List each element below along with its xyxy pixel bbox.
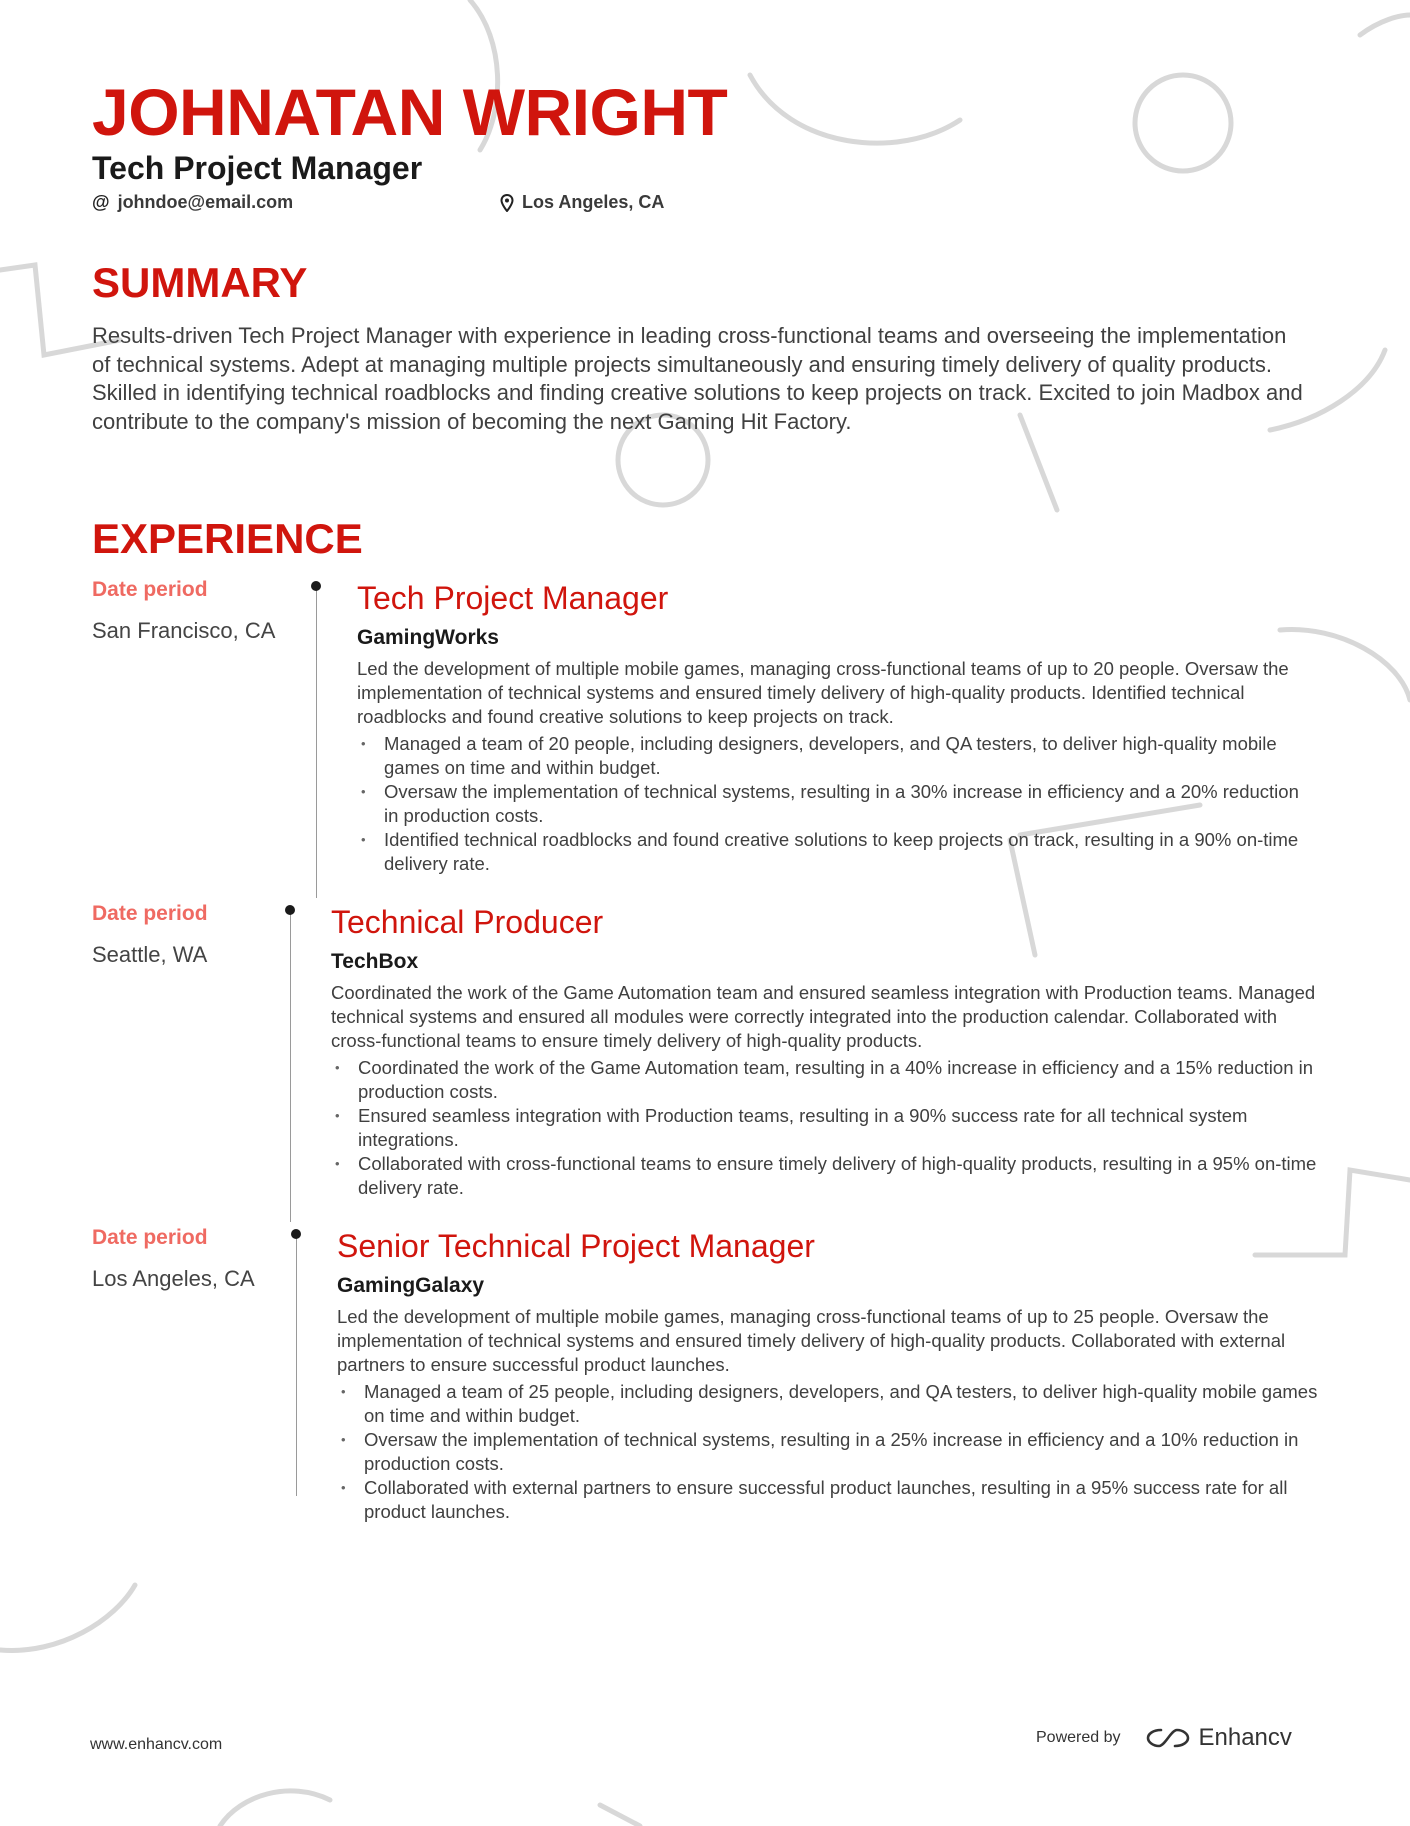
timeline-dot	[285, 905, 295, 915]
experience-body	[357, 578, 1317, 876]
experience-description: Led the development of multiple mobile games, managing cross-functional teams of up to 20 people. Oversaw the implementation of technical systems and ensured timely delivery of high-quality products. Identified technical roadblocks and found creative solutions to keep projects on track.	[357, 658, 1289, 727]
deco-arc-bottom-left	[0, 1585, 135, 1650]
experience-date: Date period	[92, 1226, 208, 1249]
bullet-item: • Oversaw the implementation of technical systems, resulting in a 25% increase in efficiency and a 10% reduction in production costs.	[337, 1428, 1322, 1476]
footer-powered-by	[1036, 1724, 1292, 1752]
at-icon: @	[92, 192, 110, 212]
experience-company: TechBox	[331, 950, 419, 973]
bullet-item: • Managed a team of 20 people, including designers, developers, and QA testers, to deliver high-quality mobile games on time and within budget.	[357, 732, 1317, 780]
experience-bullets	[331, 1056, 1321, 1200]
deco-line-bottom	[600, 1805, 640, 1826]
brand-name: Enhancv	[1198, 1724, 1292, 1751]
timeline-line	[296, 1234, 297, 1496]
bullet-item: • Managed a team of 25 people, including designers, developers, and QA testers, to deliver high-quality mobile games on time and within budget.	[337, 1380, 1322, 1428]
bullet-item: • Collaborated with cross-functional teams to ensure timely delivery of high-quality products, resulting in a 95% on-time delivery rate.	[331, 1152, 1321, 1200]
map-pin-icon	[500, 194, 514, 212]
deco-arc-right-top	[750, 75, 960, 143]
email-text: johndoe@email.com	[117, 192, 294, 212]
deco-circle-top-right	[1135, 75, 1231, 171]
contact-location	[500, 192, 664, 213]
timeline-dot	[291, 1229, 301, 1239]
experience-date: Date period	[92, 902, 208, 925]
bullet-item: • Coordinated the work of the Game Automation team, resulting in a 40% increase in efficiency and a 15% reduction in production costs.	[331, 1056, 1321, 1104]
enhancv-logo-icon	[1145, 1726, 1191, 1750]
experience-date: Date period	[92, 578, 208, 601]
timeline-line	[316, 586, 317, 898]
experience-location: Los Angeles, CA	[92, 1266, 255, 1291]
experience-bullets	[357, 732, 1317, 876]
footer-website[interactable]: www.enhancv.com	[90, 1736, 223, 1753]
deco-arc-corner	[1360, 15, 1410, 35]
experience-description: Led the development of multiple mobile games, managing cross-functional teams of up to 25 people. Oversaw the implementation of technical systems and ensured timely delivery of high-quality products. Collaborated with external partners to ensure successful product launches.	[337, 1306, 1286, 1375]
timeline-line	[290, 910, 291, 1222]
summary-text: Results-driven Tech Project Manager with experience in leading cross-functional teams and overseeing the implementation of technical systems. Adept at managing multiple projects simultaneously and ensuring timely delivery of quality products. Skilled in identifying technical roadblocks and finding creative solutions to keep projects on track. Excited to join Madbox and contribute to the company's mission of becoming the next Gaming Hit Factory.	[92, 323, 1303, 434]
candidate-title: Tech Project Manager	[92, 150, 423, 186]
powered-by-label: Powered by	[1036, 1729, 1121, 1746]
experience-location: San Francisco, CA	[92, 618, 276, 643]
experience-location: Seattle, WA	[92, 942, 208, 967]
summary-heading: SUMMARY	[92, 259, 308, 306]
bullet-item: • Collaborated with external partners to ensure successful product launches, resulting in a 95% success rate for all product launches.	[337, 1476, 1322, 1524]
candidate-name: JOHNATAN WRIGHT	[92, 75, 728, 149]
bullet-item: • Ensured seamless integration with Production teams, resulting in a 90% success rate for all technical system integrations.	[331, 1104, 1321, 1152]
experience-heading: EXPERIENCE	[92, 515, 363, 562]
timeline-dot	[311, 581, 321, 591]
deco-arc-bottom	[220, 1791, 330, 1826]
experience-role: Tech Project Manager	[357, 580, 669, 616]
contact-email[interactable]	[92, 192, 293, 213]
experience-company: GamingGalaxy	[337, 1274, 485, 1297]
experience-role: Senior Technical Project Manager	[337, 1228, 815, 1264]
experience-role: Technical Producer	[331, 904, 604, 940]
experience-body	[331, 902, 1321, 1200]
experience-bullets	[337, 1380, 1322, 1524]
brand-logo[interactable]	[1145, 1724, 1292, 1752]
experience-company: GamingWorks	[357, 626, 499, 649]
experience-body	[337, 1226, 1322, 1524]
experience-description: Coordinated the work of the Game Automation team and ensured seamless integration with Production teams. Managed technical systems and ensured all modules were correctly integrated into the production calendar. Collaborated with cross-functional teams to ensure timely delivery of high-quality products.	[331, 982, 1316, 1051]
location-text: Los Angeles, CA	[522, 192, 665, 212]
bullet-item: • Identified technical roadblocks and found creative solutions to keep projects on track, resulting in a 90% on-time delivery rate.	[357, 828, 1317, 876]
bullet-item: • Oversaw the implementation of technical systems, resulting in a 30% increase in efficiency and a 20% reduction in production costs.	[357, 780, 1317, 828]
